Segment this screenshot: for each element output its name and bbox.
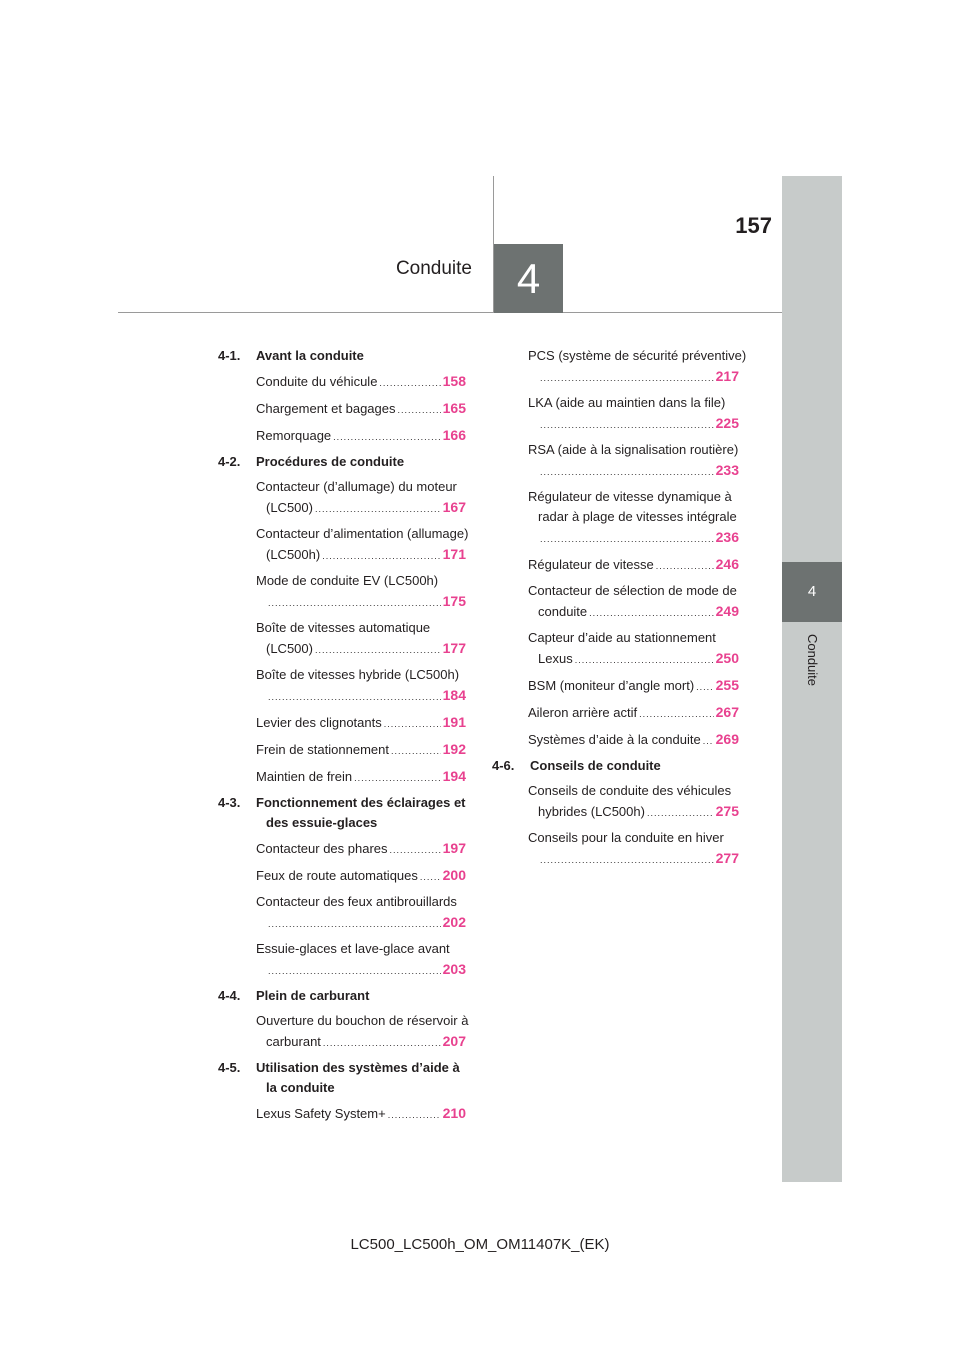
- page-link[interactable]: 267: [715, 704, 739, 720]
- entry-text: Boîte de vitesses hybride (LC500h): [256, 667, 460, 682]
- entry-text: Essuie-glaces et lave-glace avant: [256, 941, 450, 956]
- page-link[interactable]: 171: [442, 546, 466, 562]
- page-link[interactable]: 165: [442, 400, 466, 416]
- toc-entry[interactable]: [256, 571, 466, 613]
- page-link[interactable]: 177: [442, 640, 466, 656]
- chapter-title: Conduite: [395, 258, 472, 279]
- section-title: Fonctionnement des éclairages et des essuie-glaces: [256, 795, 466, 830]
- toc-entry[interactable]: [256, 665, 466, 707]
- entry-text: Aileron arrière actif: [528, 705, 638, 720]
- section-number: 4-3.: [218, 795, 241, 810]
- toc-entry[interactable]: [256, 398, 466, 420]
- entry-text: Contacteur de sélection de mode de: [528, 583, 737, 598]
- page-link[interactable]: 275: [715, 803, 739, 819]
- page-link[interactable]: 246: [715, 556, 739, 572]
- page-link[interactable]: 277: [715, 850, 739, 866]
- entry-text: Boîte de vitesses automatique: [256, 620, 431, 635]
- entry-text: BSM (moniteur d’angle mort): [528, 678, 695, 693]
- toc-entry[interactable]: [256, 766, 466, 788]
- toc-entry[interactable]: [528, 729, 739, 751]
- section-number: 4-1.: [218, 348, 241, 363]
- page-link[interactable]: 249: [715, 603, 739, 619]
- entry-text-cont: hybrides (LC500h): [538, 804, 645, 819]
- page-link[interactable]: 233: [715, 462, 739, 478]
- entry-text: Maintien de frein: [256, 769, 353, 784]
- toc-section-4-1: [218, 346, 466, 366]
- toc-entry[interactable]: [256, 618, 466, 660]
- toc-column-right: [492, 346, 747, 875]
- section-number: 4-6.: [492, 758, 515, 773]
- entry-text-cont: (LC500h): [266, 547, 321, 562]
- toc-entry[interactable]: [528, 487, 739, 549]
- toc-entry[interactable]: [256, 425, 466, 447]
- entry-text: LKA (aide au maintien dans la file): [528, 395, 726, 410]
- page-number: 157: [735, 213, 772, 238]
- toc-entry[interactable]: [256, 838, 466, 860]
- entry-text: Contacteur (d’allumage) du moteur: [256, 479, 457, 494]
- entry-text: Feux de route automatiques: [256, 868, 418, 883]
- section-number: 4-2.: [218, 454, 241, 469]
- page-link[interactable]: 191: [442, 714, 466, 730]
- toc-entry[interactable]: [256, 739, 466, 761]
- toc-entry[interactable]: [528, 628, 739, 670]
- entry-text: Contacteur des phares: [256, 841, 388, 856]
- header-horizontal-rule: [118, 312, 782, 313]
- toc-entry[interactable]: [256, 1103, 466, 1125]
- entry-text: Ouverture du bouchon de réservoir à: [256, 1013, 469, 1028]
- page-link[interactable]: 167: [442, 499, 466, 515]
- entry-text-cont: (LC500): [266, 500, 313, 515]
- entry-text: Conseils de conduite des véhicules: [528, 783, 732, 798]
- toc-section-4-6: [492, 756, 739, 776]
- page-link[interactable]: 184: [442, 687, 466, 703]
- entry-text: Chargement et bagages: [256, 401, 396, 416]
- toc-entry[interactable]: [528, 702, 739, 724]
- page-link[interactable]: 192: [442, 741, 466, 757]
- toc-entry[interactable]: [528, 581, 739, 623]
- entry-text: Levier des clignotants: [256, 715, 382, 730]
- toc-entry[interactable]: [528, 346, 747, 388]
- entry-text: Capteur d’aide au stationnement: [528, 630, 716, 645]
- entry-text: Contacteur d’alimentation (allumage): [256, 526, 469, 541]
- entry-text: PCS (système de sécurité préventive): [528, 348, 747, 363]
- page-link[interactable]: 210: [442, 1105, 466, 1121]
- page-link[interactable]: 236: [715, 529, 739, 545]
- toc-entry[interactable]: [256, 477, 466, 519]
- section-title: Utilisation des systèmes d’aide à la conduite: [256, 1060, 460, 1095]
- page-link[interactable]: 158: [442, 373, 466, 389]
- page-link[interactable]: 202: [442, 914, 466, 930]
- toc-entry[interactable]: [528, 675, 739, 697]
- toc-column-left: [218, 346, 469, 1130]
- page-link[interactable]: 269: [715, 731, 739, 747]
- entry-text: Mode de conduite EV (LC500h): [256, 573, 439, 588]
- toc-section-4-5: [218, 1058, 466, 1098]
- page-link[interactable]: 166: [442, 427, 466, 443]
- entry-text-cont: conduite: [538, 604, 588, 619]
- section-number: 4-5.: [218, 1060, 241, 1075]
- toc-section-4-3: [218, 793, 466, 833]
- toc-section-4-2: [218, 452, 466, 472]
- entry-text: Contacteur des feux antibrouillards: [256, 894, 457, 909]
- toc-entry[interactable]: [256, 892, 466, 934]
- entry-text: Régulateur de vitesse dynamique à radar à plage de vitesses intégrale: [528, 489, 737, 524]
- section-title: Plein de carburant: [256, 988, 370, 1003]
- footer-document-code: LC500_LC500h_OM_OM11407K_(EK): [350, 1236, 610, 1253]
- side-tab-label: Conduite: [805, 633, 820, 687]
- entry-text-cont: carburant: [266, 1034, 321, 1049]
- entry-text: RSA (aide à la signalisation routière): [528, 442, 739, 457]
- section-title: Procédures de conduite: [256, 454, 405, 469]
- entry-text-cont: Lexus: [538, 651, 573, 666]
- toc-section-4-4: [218, 986, 466, 1006]
- side-tab-number[interactable]: 4: [782, 562, 842, 622]
- toc-entry[interactable]: [528, 828, 739, 870]
- section-title: Conseils de conduite: [530, 758, 661, 773]
- page-link[interactable]: 175: [442, 593, 466, 609]
- toc-entry[interactable]: [256, 939, 466, 981]
- toc-entry[interactable]: [256, 371, 466, 393]
- page-link[interactable]: 250: [715, 650, 739, 666]
- page-link[interactable]: 203: [442, 961, 466, 977]
- page-link[interactable]: 225: [715, 415, 739, 431]
- page-link[interactable]: 200: [442, 867, 466, 883]
- entry-text: Conduite du véhicule: [256, 374, 378, 389]
- entry-text: Lexus Safety System+: [256, 1106, 386, 1121]
- toc-entry[interactable]: [528, 781, 739, 823]
- toc-entry[interactable]: [256, 712, 466, 734]
- page-link[interactable]: 197: [442, 840, 466, 856]
- toc-entry[interactable]: [256, 1011, 469, 1053]
- page-link[interactable]: 207: [442, 1033, 466, 1049]
- toc-entry[interactable]: [528, 440, 739, 482]
- entry-text: Frein de stationnement: [256, 742, 389, 757]
- entry-text: Régulateur de vitesse: [528, 557, 654, 572]
- section-title: Avant la conduite: [256, 348, 364, 363]
- page-link[interactable]: 194: [442, 768, 466, 784]
- entry-text-cont: (LC500): [266, 641, 313, 656]
- entry-text: Systèmes d’aide à la conduite: [528, 732, 701, 747]
- chapter-number-box: 4: [494, 244, 563, 313]
- toc-entry[interactable]: [528, 393, 739, 435]
- page-link[interactable]: 217: [715, 368, 739, 384]
- entry-text: Remorquage: [256, 428, 332, 443]
- toc-entry[interactable]: [528, 554, 739, 576]
- page-link[interactable]: 255: [715, 677, 739, 693]
- toc-entry[interactable]: [256, 865, 466, 887]
- toc-entry[interactable]: [256, 524, 469, 566]
- entry-text: Conseils pour la conduite en hiver: [528, 830, 724, 845]
- section-number: 4-4.: [218, 988, 241, 1003]
